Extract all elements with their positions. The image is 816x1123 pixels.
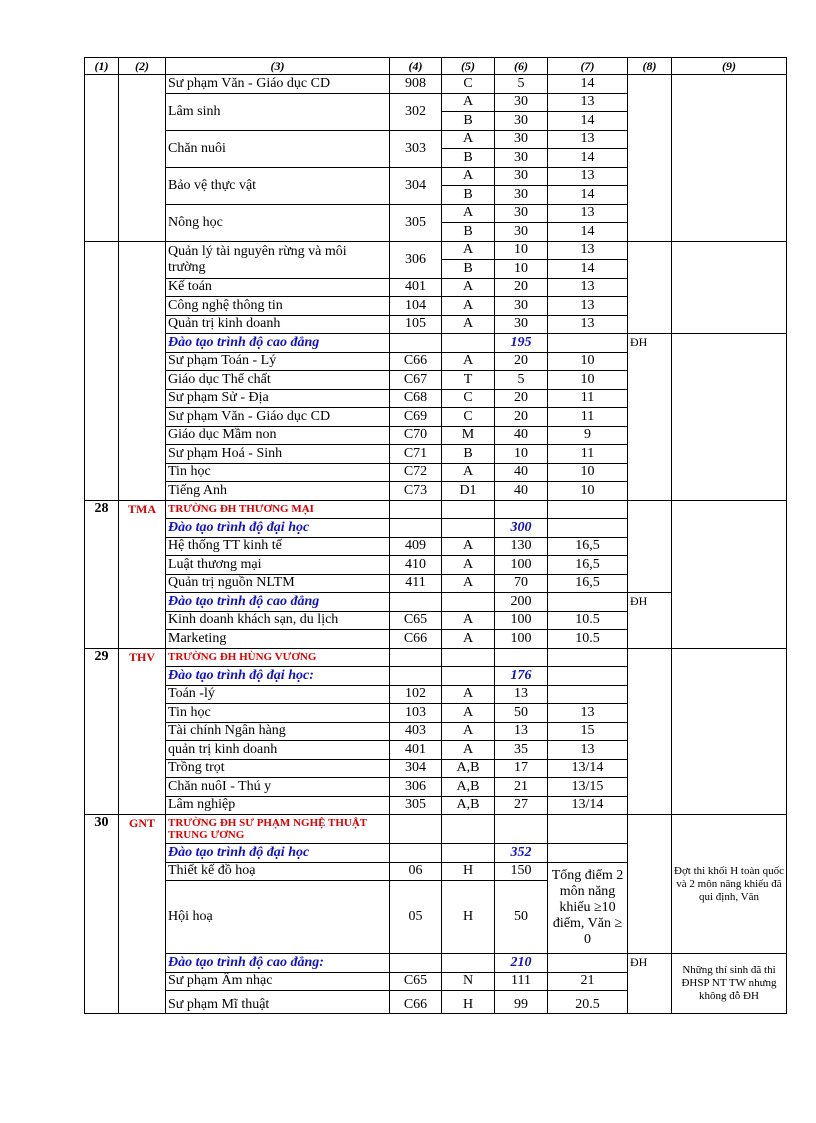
program-code: 304 [390,759,442,778]
subject-group: A [442,704,495,723]
program-name: Tài chính Ngân hàng [166,722,390,741]
program-name: Hệ thống TT kinh tế [166,537,390,556]
subject-group: A [442,685,495,704]
section-title: Đào tạo trình độ đại học: [166,667,390,686]
column-header: (8) [628,58,672,75]
program-name: Sư phạm Mĩ thuật [166,991,390,1014]
table-cell [442,844,495,863]
program-code: C66 [390,991,442,1014]
program-name: Sư phạm Hoá - Sinh [166,445,390,464]
table-cell [548,954,628,973]
table-cell [390,954,442,973]
program-name: Marketing [166,630,390,649]
min-score: 13/14 [548,796,628,815]
table-cell [85,241,119,500]
school-number: 28 [85,500,119,648]
program-code: 103 [390,704,442,723]
section-total: 300 [495,519,548,538]
column-header: (4) [390,58,442,75]
subject-group: A [442,722,495,741]
program-code: C65 [390,972,442,991]
program-code: 306 [390,778,442,797]
min-score: 13 [548,741,628,760]
section-total: 352 [495,844,548,863]
min-score: 14 [548,223,628,242]
subject-group: H [442,862,495,881]
program-code: C66 [390,630,442,649]
table-cell [442,593,495,612]
subject-group: A [442,611,495,630]
table-row [85,815,787,844]
program-name: Lâm nghiệp [166,796,390,815]
table-cell [495,648,548,667]
subject-group: A [442,556,495,575]
program-name: Công nghệ thông tin [166,297,390,316]
subject-group: A,B [442,796,495,815]
table-row [85,954,787,973]
subject-group: B [442,149,495,168]
program-code: C68 [390,389,442,408]
quota: 40 [495,463,548,482]
program-code: 102 [390,685,442,704]
min-score: 11 [548,389,628,408]
quota: 20 [495,408,548,427]
quota: 21 [495,778,548,797]
subject-group: A [442,130,495,149]
min-score: 13 [548,241,628,260]
program-code: C72 [390,463,442,482]
quota: 30 [495,315,548,334]
table-cell [628,648,672,815]
min-score: 13 [548,130,628,149]
table-row [85,75,787,94]
program-code: 104 [390,297,442,316]
quota: 27 [495,796,548,815]
quota: 17 [495,759,548,778]
table-cell [495,815,548,844]
table-cell [672,75,787,242]
table-cell [548,334,628,353]
program-code: 303 [390,130,442,167]
school-code: TMA [119,500,166,648]
column-header: (7) [548,58,628,75]
min-score: 10.5 [548,630,628,649]
table-cell [390,593,442,612]
table-cell [442,667,495,686]
note-column-8: ĐH [628,954,672,1014]
program-code: 410 [390,556,442,575]
program-name: Giáo dục Thể chất [166,371,390,390]
table-cell [442,954,495,973]
program-code: 305 [390,796,442,815]
quota: 10 [495,260,548,279]
program-name: Nông học [166,204,390,241]
min-score: 13 [548,704,628,723]
quota: 20 [495,278,548,297]
table-row [85,334,787,353]
section-total: 176 [495,667,548,686]
program-name: Chăn nuôi [166,130,390,167]
min-score: 13/14 [548,759,628,778]
table-cell [548,500,628,519]
min-score: 14 [548,75,628,94]
table-cell [672,648,787,815]
subject-group: B [442,260,495,279]
subject-group: A [442,93,495,112]
subject-group: A [442,241,495,260]
column-header: (1) [85,58,119,75]
subject-group: B [442,186,495,205]
table-cell [442,519,495,538]
table-row [85,500,787,519]
table-cell [628,75,672,242]
table-cell [390,519,442,538]
program-name: Sư phạm Toán - Lý [166,352,390,371]
min-score: 13 [548,315,628,334]
admissions-table [84,57,787,1014]
section-title: Đào tạo trình độ đại học [166,519,390,538]
subject-group: C [442,389,495,408]
program-code: C71 [390,445,442,464]
table-row [85,648,787,667]
program-code: 401 [390,741,442,760]
min-score: 13/15 [548,778,628,797]
column-header: (3) [166,58,390,75]
quota: 10 [495,241,548,260]
table-cell [672,241,787,334]
program-name: Chăn nuôI - Thú y [166,778,390,797]
table-cell [390,334,442,353]
school-name: TRƯỜNG ĐH HÙNG VƯƠNG [166,648,390,667]
column-header: (6) [495,58,548,75]
subject-group: A [442,741,495,760]
program-name: Thiết kế đồ hoạ [166,862,390,881]
subject-group: T [442,371,495,390]
table-cell [672,500,787,648]
quota: 30 [495,149,548,168]
table-cell [442,334,495,353]
min-score: 11 [548,445,628,464]
school-number: 29 [85,648,119,815]
program-name: Hội hoạ [166,881,390,954]
quota: 30 [495,167,548,186]
quota: 130 [495,537,548,556]
min-score: 11 [548,408,628,427]
program-code: 411 [390,574,442,593]
table-cell [548,667,628,686]
min-score: 10 [548,482,628,501]
quota: 50 [495,704,548,723]
min-score: 20.5 [548,991,628,1014]
min-score: 16,5 [548,574,628,593]
subject-group: B [442,112,495,131]
table-cell [119,241,166,500]
column-header: (5) [442,58,495,75]
section-title: Đào tạo trình độ cao đẳng [166,334,390,353]
subject-group: A [442,167,495,186]
program-name: Trồng trọt [166,759,390,778]
table-cell [548,815,628,844]
min-score: 13 [548,297,628,316]
program-name: quản trị kinh doanh [166,741,390,760]
section-title: Đào tạo trình độ cao đẳng [166,593,390,612]
program-code: C69 [390,408,442,427]
column-header: (9) [672,58,787,75]
program-code: 409 [390,537,442,556]
quota: 30 [495,130,548,149]
program-name: Quản trị kinh doanh [166,315,390,334]
school-code: GNT [119,815,166,1014]
table-cell [628,500,672,593]
section-total: 200 [495,593,548,612]
program-code: 305 [390,204,442,241]
subject-group: N [442,972,495,991]
table-cell [390,815,442,844]
min-score: 14 [548,112,628,131]
subject-group: H [442,991,495,1014]
program-code: 06 [390,862,442,881]
program-name: Lâm sinh [166,93,390,130]
subject-group: C [442,408,495,427]
min-score: 14 [548,149,628,168]
table-body [85,58,787,1014]
school-name: TRƯỜNG ĐH SƯ PHẠM NGHỆ THUẬT TRUNG ƯƠNG [166,815,390,844]
table-cell [628,241,672,334]
table-row [85,58,787,75]
min-score-note: Tổng điểm 2 môn năng khiếu ≥10 điểm, Văn ≥ 0 [548,862,628,954]
min-score: 10 [548,352,628,371]
program-code: C70 [390,426,442,445]
table-cell [548,648,628,667]
school-code: THV [119,648,166,815]
program-code: 302 [390,93,442,130]
table-cell [390,648,442,667]
note-column-9: Đợt thi khối H toàn quốc và 2 môn năng khiếu đã qui định, Văn [672,815,787,954]
table-cell [672,334,787,501]
program-name: Quản lý tài nguyên rừng và môi trường [166,241,390,278]
subject-group: A [442,352,495,371]
program-name: Tin học [166,704,390,723]
min-score: 14 [548,186,628,205]
subject-group: C [442,75,495,94]
program-name: Luật thương mại [166,556,390,575]
program-name: Kế toán [166,278,390,297]
quota: 99 [495,991,548,1014]
subject-group: A [442,537,495,556]
subject-group: H [442,881,495,954]
subject-group: A [442,278,495,297]
quota: 50 [495,881,548,954]
table-cell [390,844,442,863]
section-total: 210 [495,954,548,973]
table-cell [548,593,628,612]
section-total: 195 [495,334,548,353]
min-score: 13 [548,204,628,223]
program-name: Sư phạm Văn - Giáo dục CD [166,408,390,427]
subject-group: A [442,463,495,482]
program-code: C67 [390,371,442,390]
table-cell [495,500,548,519]
min-score: 13 [548,93,628,112]
quota: 30 [495,204,548,223]
quota: 35 [495,741,548,760]
quota: 13 [495,722,548,741]
quota: 111 [495,972,548,991]
subject-group: A [442,297,495,316]
subject-group: A,B [442,759,495,778]
subject-group: D1 [442,482,495,501]
table-cell [548,844,628,863]
min-score: 10.5 [548,611,628,630]
program-name: Bảo vệ thực vật [166,167,390,204]
program-code: 403 [390,722,442,741]
program-code: C65 [390,611,442,630]
program-code: 05 [390,881,442,954]
quota: 20 [495,352,548,371]
program-code: 401 [390,278,442,297]
subject-group: A [442,204,495,223]
subject-group: B [442,223,495,242]
min-score: 21 [548,972,628,991]
quota: 100 [495,611,548,630]
table-cell [390,500,442,519]
quota: 40 [495,426,548,445]
quota: 20 [495,389,548,408]
note-column-8: ĐH [628,334,672,501]
min-score: 10 [548,371,628,390]
program-name: Sư phạm Sử - Địa [166,389,390,408]
table-cell [628,815,672,954]
program-name: Kinh doanh khách sạn, du lịch [166,611,390,630]
table-cell [390,667,442,686]
program-code: C66 [390,352,442,371]
quota: 30 [495,93,548,112]
quota: 10 [495,445,548,464]
section-title: Đào tạo trình độ đại học [166,844,390,863]
quota: 13 [495,685,548,704]
program-code: 304 [390,167,442,204]
table-cell [442,500,495,519]
subject-group: B [442,445,495,464]
subject-group: A [442,630,495,649]
program-code: C73 [390,482,442,501]
min-score: 15 [548,722,628,741]
program-name: Toán -lý [166,685,390,704]
table-cell [119,75,166,242]
min-score: 13 [548,278,628,297]
subject-group: M [442,426,495,445]
min-score: 16,5 [548,537,628,556]
quota: 150 [495,862,548,881]
program-name: Sư phạm Văn - Giáo dục CD [166,75,390,94]
school-name: TRƯỜNG ĐH THƯƠNG MẠI [166,500,390,519]
note-column-8: ĐH [628,593,672,649]
program-name: Tin học [166,463,390,482]
table-row [85,241,787,260]
min-score [548,685,628,704]
quota: 70 [495,574,548,593]
quota: 5 [495,75,548,94]
table-cell [85,75,119,242]
section-title: Đào tạo trình độ cao đẳng: [166,954,390,973]
quota: 5 [495,371,548,390]
quota: 30 [495,223,548,242]
table-cell [442,815,495,844]
quota: 30 [495,112,548,131]
program-name: Giáo dục Mầm non [166,426,390,445]
min-score: 14 [548,260,628,279]
program-code: 908 [390,75,442,94]
program-name: Quản trị nguồn NLTM [166,574,390,593]
program-name: Tiếng Anh [166,482,390,501]
subject-group: A,B [442,778,495,797]
quota: 30 [495,186,548,205]
min-score: 10 [548,463,628,482]
program-name: Sư phạm Âm nhạc [166,972,390,991]
note-column-9: Những thí sinh đã thi ĐHSP NT TW nhưng không đỗ ĐH [672,954,787,1014]
program-code: 306 [390,241,442,278]
min-score: 16,5 [548,556,628,575]
quota: 100 [495,630,548,649]
quota: 100 [495,556,548,575]
subject-group: A [442,574,495,593]
school-number: 30 [85,815,119,1014]
table-cell [548,519,628,538]
quota: 30 [495,297,548,316]
table-cell [442,648,495,667]
program-code: 105 [390,315,442,334]
min-score: 9 [548,426,628,445]
column-header: (2) [119,58,166,75]
min-score: 13 [548,167,628,186]
subject-group: A [442,315,495,334]
quota: 40 [495,482,548,501]
